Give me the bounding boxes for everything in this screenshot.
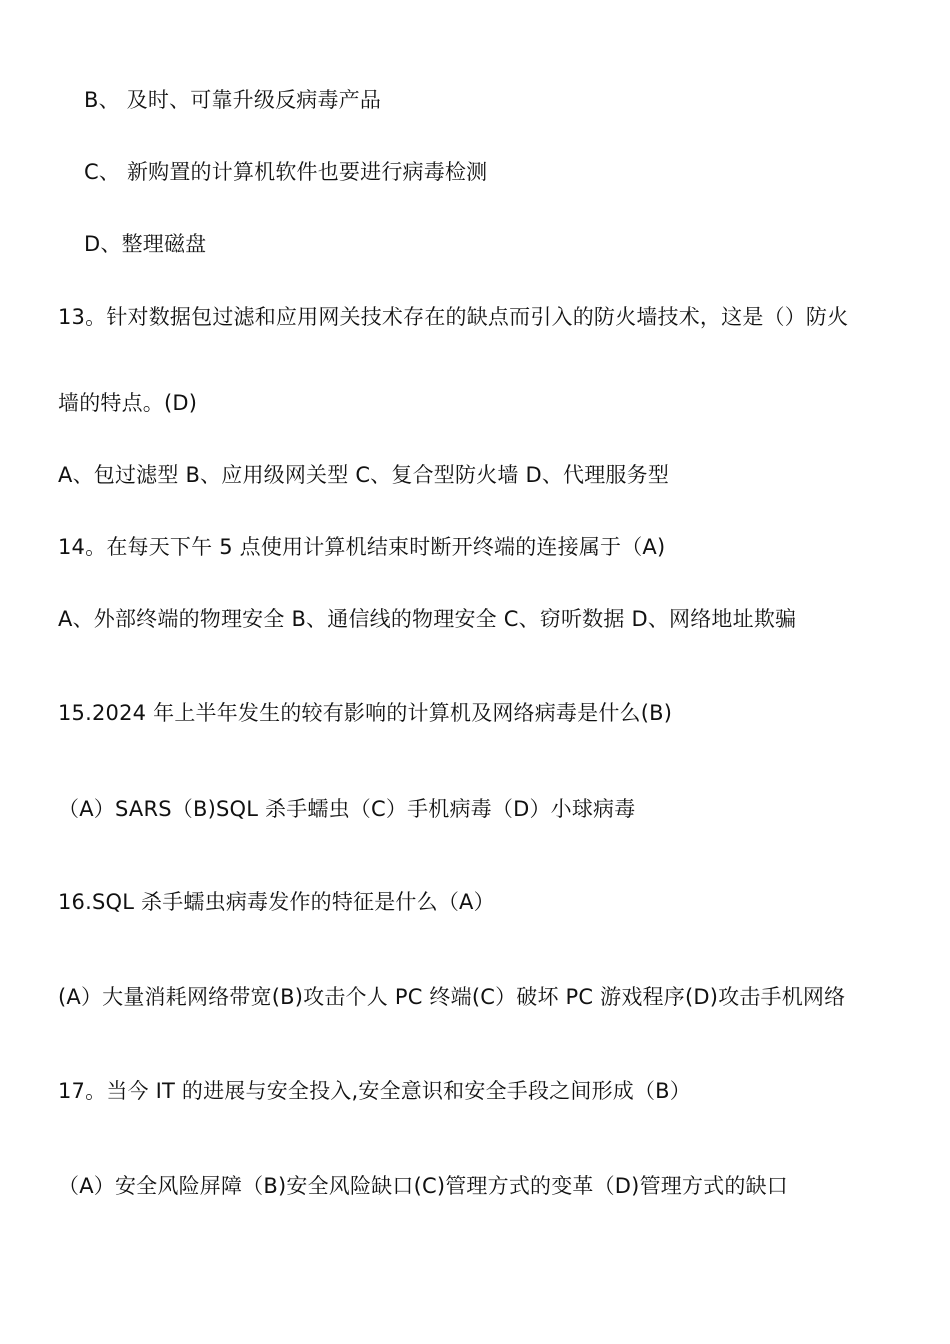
question-15-options: （A）SARS（B)SQL 杀手蠕虫（C）手机病毒（D）小球病毒 [58,797,636,821]
question-14: 14。在每天下午 5 点使用计算机结束时断开终端的连接属于（A) [58,535,666,559]
question-13-options: A、包过滤型 B、应用级网关型 C、复合型防火墙 D、代理服务型 [58,463,670,487]
question-16: 16.SQL 杀手蠕虫病毒发作的特征是什么（A） [58,890,495,914]
option-d-defragment-disk: D、整理磁盘 [84,232,207,256]
question-16-options: (A）大量消耗网络带宽(B)攻击个人 PC 终端(C）破坏 PC 游戏程序(D)攻击手机网络 [58,985,846,1009]
question-13-line-1: 13。针对数据包过滤和应用网关技术存在的缺点而引入的防火墙技术，这是（）防火 [58,305,849,329]
option-b-upgrade-antivirus: B、 及时、可靠升级反病毒产品 [84,88,382,112]
question-17: 17。当今 IT 的进展与安全投入,安全意识和安全手段之间形成（B） [58,1079,691,1103]
question-17-options: （A）安全风险屏障（B)安全风险缺口(C)管理方式的变革（D)管理方式的缺口 [58,1174,788,1198]
question-14-options: A、外部终端的物理安全 B、通信线的物理安全 C、窃听数据 D、网络地址欺骗 [58,607,797,631]
option-c-scan-new-software: C、 新购置的计算机软件也要进行病毒检测 [84,160,488,184]
question-13-line-2: 墙的特点。(D) [58,391,198,415]
question-15: 15.2024 年上半年发生的较有影响的计算机及网络病毒是什么(B) [58,701,673,725]
